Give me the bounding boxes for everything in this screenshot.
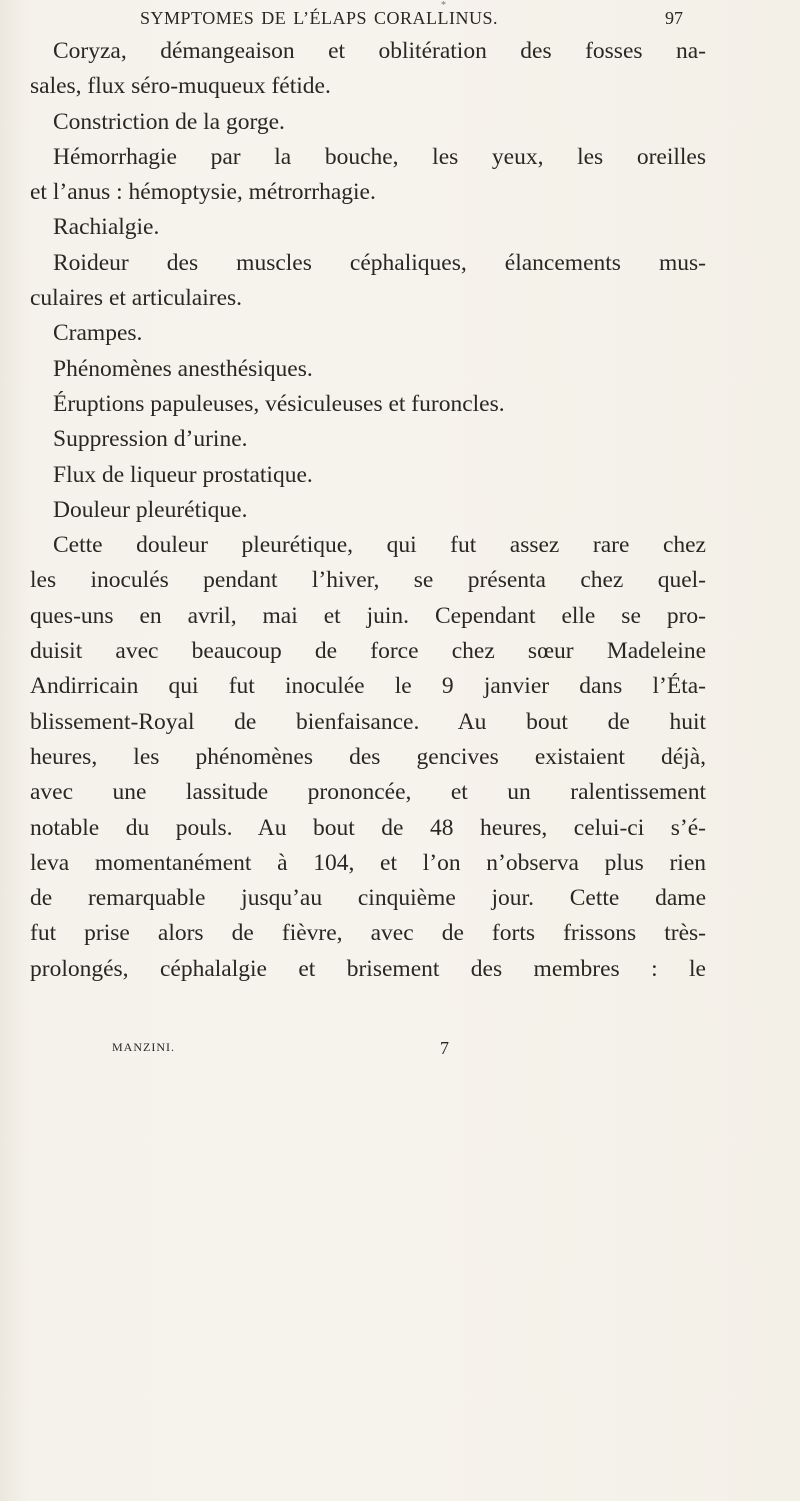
page-number: 97	[665, 8, 683, 28]
text-line: leva momentanément à 104, et l’on n’observa plus rien	[30, 849, 706, 876]
text-line: Éruptions papuleuses, vésiculeuses et furoncles.	[53, 390, 505, 417]
text-line: blissement-Royal de bienfaisance. Au bout de huit	[30, 708, 706, 735]
text-line: Roideur des muscles céphaliques, élancements mus-	[53, 249, 706, 276]
text-line: Hémorrhagie par la bouche, les yeux, les oreilles	[53, 143, 706, 170]
text-line: Crampes.	[53, 320, 143, 347]
text-line: Suppression d’urine.	[53, 426, 248, 453]
text-line: Rachialgie.	[53, 214, 160, 241]
text-line: sales, flux séro-muqueux fétide.	[30, 73, 331, 100]
running-title: SYMPTOMES DE L’ÉLAPS CORALLINUS.	[140, 8, 499, 28]
text-line: avec une lassitude prononcée, et un ralentissement	[30, 779, 706, 806]
text-line: Andirricain qui fut inoculée le 9 janvier dans l’Éta-	[30, 673, 706, 700]
text-line: prolongés, céphalalgie et brisement des membres : le	[30, 955, 706, 982]
text-line: Constriction de la gorge.	[53, 108, 285, 135]
text-line: Flux de liqueur prostatique.	[53, 461, 313, 488]
signature-mark: 7	[440, 1038, 449, 1058]
stray-mark: *	[441, 0, 446, 11]
text-line: Douleur pleurétique.	[53, 496, 248, 523]
printer-signature: MANZINI.	[112, 1040, 175, 1054]
text-line: duisit avec beaucoup de force chez sœur Madeleine	[30, 638, 706, 665]
text-line: ques-uns en avril, mai et juin. Cependant elle se pro-	[30, 602, 706, 629]
text-line: de remarquable jusqu’au cinquième jour. Cette dame	[30, 885, 706, 912]
text-line: Coryza, démangeaison et oblitération des fosses na-	[53, 38, 706, 64]
page-footer	[0, 1040, 800, 1064]
text-line: les inoculés pendant l’hiver, se présenta chez quel-	[30, 567, 706, 594]
text-line: notable du pouls. Au bout de 48 heures, celui-ci s’é-	[30, 814, 706, 841]
text-line: et l’anus : hémoptysie, métrorrhagie.	[30, 179, 376, 206]
text-line: fut prise alors de fièvre, avec de forts frissons très-	[30, 920, 706, 947]
text-line: Phénomènes anesthésiques.	[53, 355, 313, 382]
body-text	[30, 34, 706, 987]
text-line: culaires et articulaires.	[30, 285, 243, 312]
text-line: heures, les phénomènes des gencives existaient déjà,	[30, 743, 706, 770]
text-line: Cette douleur pleurétique, qui fut assez rare chez	[53, 532, 706, 559]
